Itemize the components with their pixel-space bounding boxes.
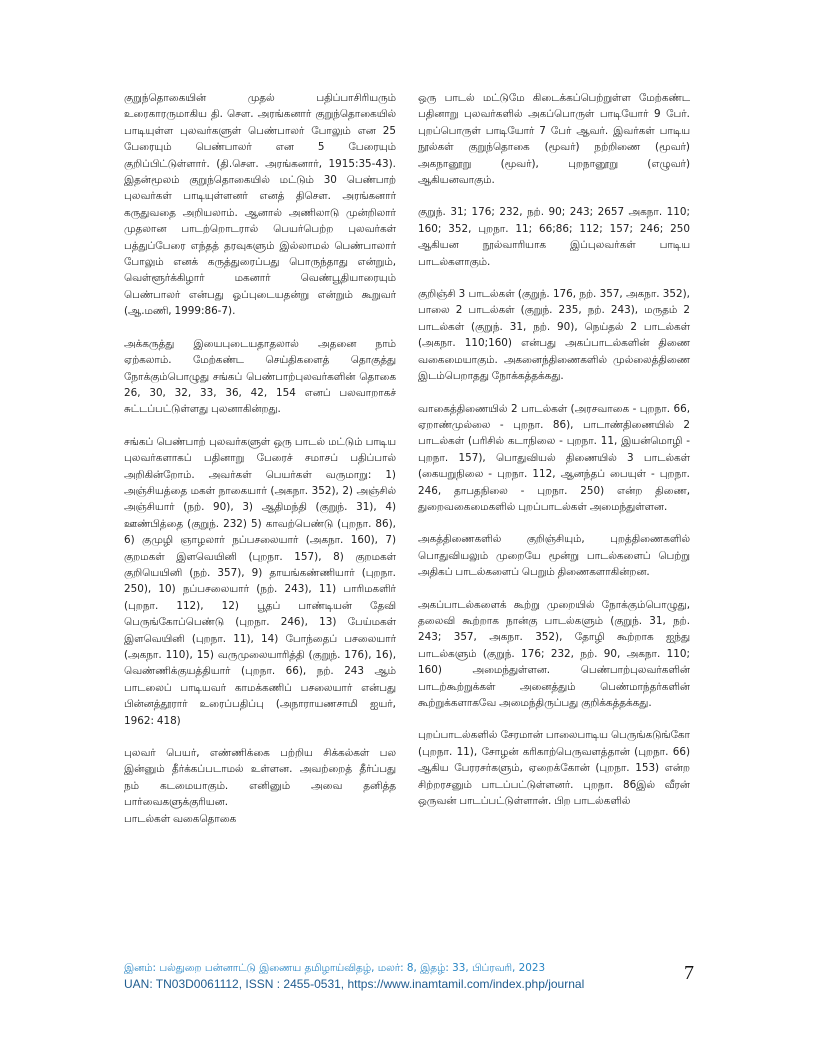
paragraph-speaker-analysis: அகப்பாடல்களைக் கூற்று முறையில் நோக்கும்பொழுது, தலைவி கூற்றாக நான்கு பாடல்களும் (குறுந். 31, நற். 243; 357, அகநா. 352), தோழி கூற்றாக ஐந்து பாடல்களும் (குறுந். 176; 232, நற். 90, அகநா. 110; 160) அமைந்துள்ளன. பெண்பாற்புலவர்களின் பாடற்கூற்றுக்கள் அனைத்தும் பெண்மாந்தர்களின் கூற்றுக்களாகவே அமைந்திருப்பது குறிக்கத்தக்கது. (418, 598, 690, 709)
journal-citation: இனம்: பல்துறை பன்னாட்டு இணைய தமிழாய்விதழ், மலர்: 8, இதழ்: 33, பிப்ரவரி, 2023 (124, 962, 546, 974)
page-footer (124, 960, 704, 993)
paragraph-puram-tinai: வாகைத்திணையில் 2 பாடல்கள் (அரசவாகை - புறநா. 66, ஏறாண்முல்லை - புறநா. 86), பாடாண்திணையில் 2 பாடல்கள் (பரிசில் கடாநிலை - புறநா. 11, இயன்மொழி - புறநா. 157), பொதுவியல் திணையில் 3 பாடல்கள் (கையறுநிலை - புறநா. 112, ஆனந்தப் பையுள் - புறநா. 246, தாபதநிலை - புறநா. 250) என்ற திணை, துறைவகைமைகளில் புறப்பாடல்கள் அமைந்துள்ளன. (418, 402, 690, 513)
paragraph-akam-tinai: குறிஞ்சி 3 பாடல்கள் (குறுந். 176, நற். 357, அகநா. 352), பாலை 2 பாடல்கள் (குறுந். 235, நற். 243), மருதம் 2 பாடல்கள் (குறுந். 31, நற். 90), நெய்தல் 2 பாடல்கள் (அகநா. 110;160) என்பது அகப்பாடல்களின் திணை வகைமையாகும். அகனைந்திணைகளில் முல்லைத்திணை இடம்பெறாதது நோக்கத்தக்கது. (418, 288, 690, 383)
paragraph-first-editor: குறுந்தொகையின் முதல் பதிப்பாசிரியரும் உரைகாரருமாகிய தி. சௌ. அரங்கனார் குறுந்தொகையில் பாடியுள்ள புலவர்களுள் பெண்பாலர் போலும் என 25 பேரையும் பெண்பாலர் என 5 பேரையும் குறிப்பிட்டுள்ளார். (தி.சௌ. அரங்கனார், 1915:35-43). இதன்மூலம் குறுந்தொகையில் மட்டும் 30 பெண்பாற் புலவர்கள் பாடியுள்ளனர் எனத் திசௌ. அரங்கனார் கருதுவதை அறியலாம். ஆனால் அணிலாடு முன்றிலார் முதலான பாடற்றொடரால் பெயர்பெற்ற புலவர்கள் பத்துப்பேரை எந்தத் தரவுகளும் இல்லாமல் பெண்பாலார் போலும் எனக் கருத்துரைப்பது பொருந்தாது என்றும், வெள்ளூர்க்கிழார் மகனார் வெண்பூதியாரையும் பெண்பாலர் என்பது ஓப்புடையதன்று என்றும் கூறுவர் (ஆ.மணி, 1999:86-7). (124, 92, 396, 318)
right-column (418, 90, 690, 809)
paragraph-most-songs: அகத்திணைகளில் குறிஞ்சியும், புறத்திணைகளில் பொதுவியலும் முறையே மூன்று பாடல்களைப் பெற்று அதிகப் பாடல்களைப் பெறும் திணைகளாகின்றன. (418, 533, 690, 579)
section-heading-song-types: பாடல்கள் வகைதொகை (124, 812, 237, 825)
page-number: 7 (684, 962, 694, 984)
left-column (124, 90, 396, 827)
journal-identifiers: UAN: TN03D0061112, ISSN : 2455-0531, https://www.inamtamil.com/index.php/journal (124, 977, 585, 991)
paragraph-single-song-poets: ஒரு பாடல் மட்டுமே கிடைக்கப்பெற்றுள்ள மேற்கண்ட பதினாறு புலவர்களில் அகப்பொருள் பாடியோர் 9 பேர். புறப்பொருள் பாடியோர் 7 பேர் ஆவர். இவர்கள் பாடிய நூல்கள் குறுந்தொகை (மூவர்) நற்றிணை (மூவர்) அகநானூறு (மூவர்), புறநானூறு (எழுவர்) ஆகியனவாகும். (418, 92, 690, 187)
paragraph-poet-count: அக்கருத்து இயைபுடையதாதலால் அதனை நாம் ஏற்கலாம். மேற்கண்ட செய்திகளைத் தொகுத்து நோக்கும்பொழுது சங்கப் பெண்பாற்புலவர்களின் தொகை 26, 30, 32, 33, 36, 42, 154 எனப் பலவாறாகச் சுட்டப்பட்டுள்ளது புலனாகின்றது. (124, 337, 396, 416)
paragraph-open-issues: புலவர் பெயர், எண்ணிக்கை பற்றிய சிக்கல்கள் பல இன்னும் தீர்க்கப்படாமல் உள்ளன. அவற்றைத் தீர்ப்பது நம் கடமையாகும். எனினும் அவை தனித்த பார்வைகளுக்குரியன. (124, 747, 396, 809)
paragraph-song-references: குறுந். 31; 176; 232, நற். 90; 243; 2657 அகநா. 110; 160; 352, புறநா. 11; 66;86; 112; 157; 246; 250 ஆகியன நூல்வாரியாக இப்புலவர்கள் பாடிய பாடல்களாகும். (418, 206, 690, 268)
paragraph-poet-list: சங்கப் பெண்பாற் புலவர்களுள் ஒரு பாடல் மட்டும் பாடிய புலவர்களாகப் பதினாறு பேரைச் சமாசப் பதிப்பால் அறிகின்றோம். அவர்கள் பெயர்கள் வருமாறு: 1) அஞ்சியத்தை மகள் நாகையார் (அகநா. 352), 2) அஞ்சில் அஞ்சியார் (நற். 90), 3) ஆதிமந்தி (குறுந். 31), 4) ஊண்பித்தை (குறுந். 232) 5) காவற்பெண்டு (புறநா. 86), 6) குமுழி ஞாழலார் நப்பசலையார் (அகநா. 160), 7) குறமகள் இளவெயினி (புறநா. 157), 8) குறமகள் குறியெயினி (நற். 357), 9) தாயங்கண்ணியார் (புறநா. 250), 10) நப்பசலையார் (நற். 243), 11) பாரிமகளிர் (புறநா. 112), 12) பூதப் பாண்டியன் தேவி பெருங்கோப்பெண்டு (புறநா. 246), 13) பேய்மகள் இளவெயினி (புறநா. 11), 14) போந்தைப் பசலையார் (அகநா. 110), 15) வருமுலையாரித்தி (குறுந். 176), 16), வெண்ணிக்குயத்தியார் (புறநா. 66), நற். 243 ஆம் பாடலைப் பாடியவர் காமக்கணிப் பசலையார் என்பது பின்னத்தூரார் உரைப்பதிப்பு (அநாராயணசாமி ஐயர், 1962: 418) (124, 435, 396, 727)
paragraph-puram-kings: புறப்பாடல்களில் சேரமான் பாலைபாடிய பெருங்கடுங்கோ (புறநா. 11), சோழன் கரிகாற்பெருவளத்தான் (புறநா. 66) ஆகிய பேரரசர்களும், ஏறைக்கோன் (புறநா. 153) என்ற சிற்றரசனும் பாடப்பட்டுள்ளனர். புறநா. 86இல் வீரன் ஒருவன் பாடப்பட்டுள்ளான். பிற பாடல்களில் (418, 729, 690, 808)
